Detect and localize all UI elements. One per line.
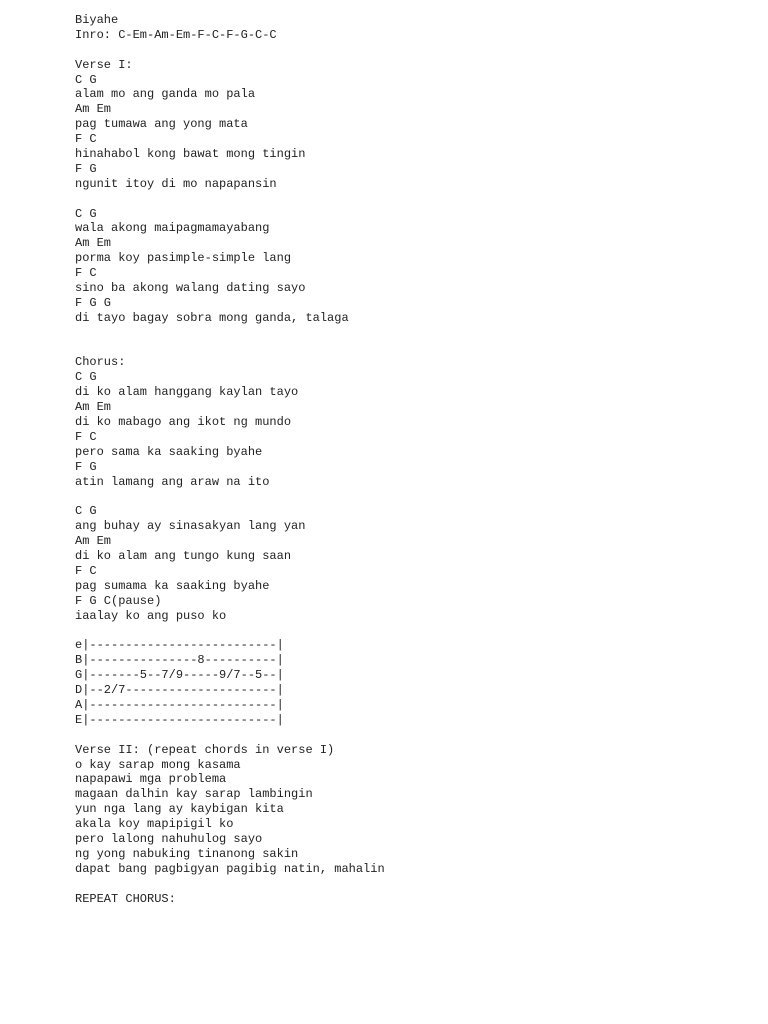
lyric-line: di tayo bagay sobra mong ganda, talaga [75,310,349,325]
lyric-line: yun nga lang ay kaybigan kita [75,802,284,817]
repeat-chorus-note: REPEAT CHORUS: [75,891,176,906]
blank-line [75,43,755,58]
blank-line [75,728,755,743]
lyric-line: ngunit itoy di mo napapansin [75,176,277,191]
chord-line: Am Em [75,400,112,415]
intro-chords: Inro: C-Em-Am-Em-F-C-F-G-C-C [75,27,277,42]
lyric-line: magaan dalhin kay sarap lambingin [75,787,313,802]
chord-line: C G [75,206,97,221]
lyric-line: iaalay ko ang puso ko [75,608,227,623]
chord-line: C G [75,370,97,385]
chord-line: F C [75,266,97,281]
lyric-line: porma koy pasimple-simple lang [75,251,292,266]
chord-line: F C [75,429,97,444]
lyric-line: pero sama ka saaking byahe [75,444,263,459]
chord-line: C G [75,72,97,87]
lyric-line: akala koy mapipigil ko [75,817,234,832]
lyric-line: di ko mabago ang ikot ng mundo [75,415,292,430]
chord-line: Am Em [75,102,112,117]
chord-sheet [75,13,755,906]
tab-line-b: B|---------------8----------| [75,653,284,668]
chord-line: F G C(pause) [75,593,162,608]
lyric-line: ang buhay ay sinasakyan lang yan [75,519,306,534]
song-title: Biyahe [75,13,119,27]
lyric-line: pero lalong nahuhulog sayo [75,831,263,846]
lyric-line: pag tumawa ang yong mata [75,117,248,132]
lyric-line: pag sumama ka saaking byahe [75,578,270,593]
lyric-line: wala akong maipagmamayabang [75,221,270,236]
chord-line: F C [75,563,97,578]
chord-line: F C [75,132,97,147]
lyric-line: di ko alam ang tungo kung saan [75,549,292,564]
blank-line [75,490,755,505]
tab-line-d: D|--2/7---------------------| [75,683,284,698]
blank-line [75,326,755,341]
chord-line: Am Em [75,534,112,549]
chord-line: F G [75,459,97,474]
chord-line: Am Em [75,236,112,251]
section-heading-verse-1: Verse I: [75,57,133,72]
lyric-line: hinahabol kong bawat mong tingin [75,147,306,162]
tab-line-low-e: E|--------------------------| [75,712,284,727]
lyric-line: di ko alam hanggang kaylan tayo [75,385,299,400]
blank-line [75,877,755,892]
chord-line: C G [75,504,97,519]
lyric-line: o kay sarap mong kasama [75,757,241,772]
tab-line-g: G|-------5--7/9-----9/7--5--| [75,668,284,683]
lyric-line: dapat bang pagbigyan pagibig natin, mahalin [75,861,385,876]
lyric-line: sino ba akong walang dating sayo [75,281,306,296]
blank-line [75,341,755,356]
tab-line-a: A|--------------------------| [75,697,284,712]
section-heading-chorus: Chorus: [75,355,126,370]
chord-line: F G [75,161,97,176]
chord-line: F G G [75,295,112,310]
lyric-line: atin lamang ang araw na ito [75,474,270,489]
section-heading-verse-2: Verse II: (repeat chords in verse I) [75,742,335,757]
tab-line-e: e|--------------------------| [75,638,284,653]
blank-line [75,624,755,639]
lyric-line: ng yong nabuking tinanong sakin [75,846,299,861]
blank-line [75,192,755,207]
lyric-line: alam mo ang ganda mo pala [75,87,256,102]
lyric-line: napapawi mga problema [75,772,227,787]
